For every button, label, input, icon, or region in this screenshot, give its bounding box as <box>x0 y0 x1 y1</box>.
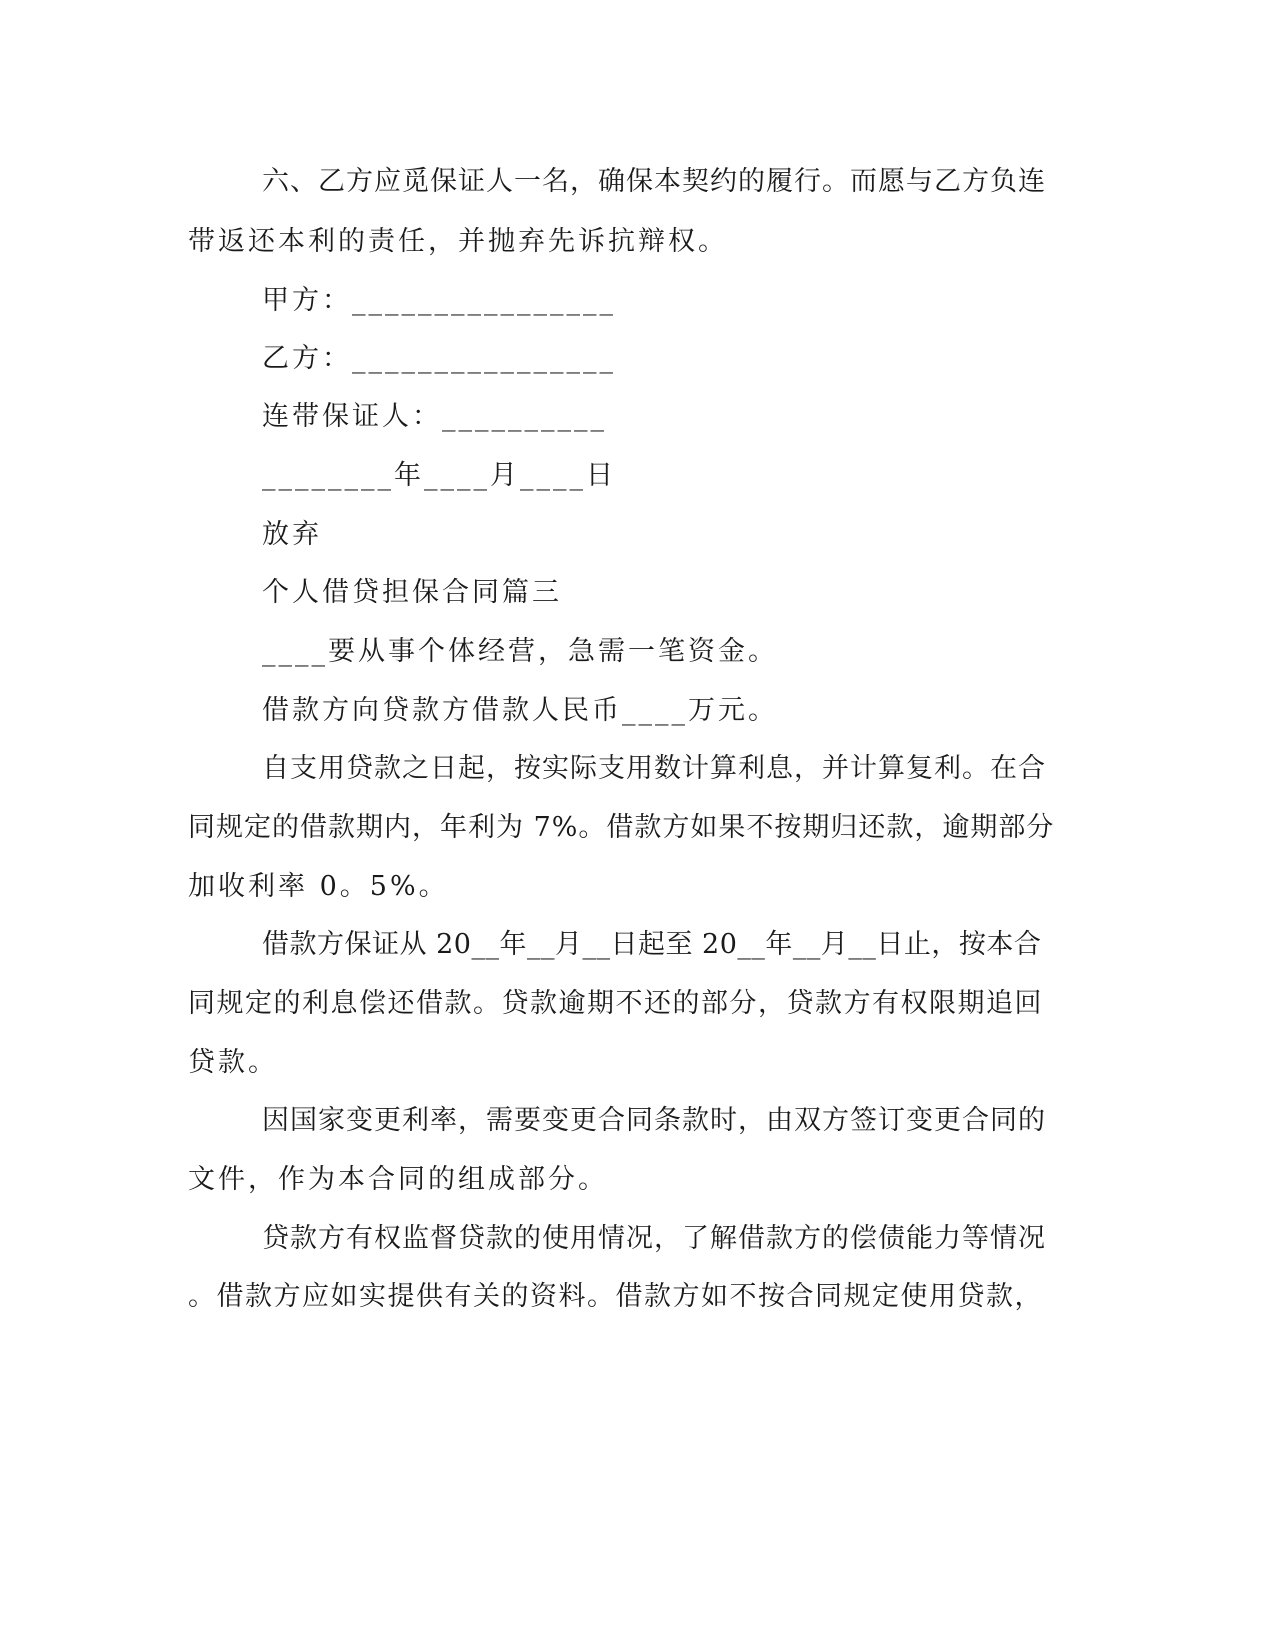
date-line: ________年____月____日 <box>262 460 616 491</box>
paragraph-line: 同规定的借款期内，年利为 7%。借款方如果不按期归还款，逾期部分 <box>188 812 1055 843</box>
paragraph-line: 文件，作为本合同的组成部分。 <box>188 1164 608 1195</box>
section-heading: 个人借贷担保合同篇三 <box>262 577 562 608</box>
guarantor-signature-line: 连带保证人：__________ <box>262 401 607 432</box>
party-a-signature-line: 甲方：________________ <box>262 285 616 316</box>
paragraph-line: 加收利率 0。5%。 <box>188 871 449 902</box>
paragraph-line: 同规定的利息偿还借款。贷款逾期不还的部分，贷款方有权限期追回 <box>188 988 1043 1019</box>
paragraph-line: 放弃 <box>262 519 322 550</box>
paragraph-line: 六、乙方应觅保证人一名，确保本契约的履行。而愿与乙方负连 <box>262 166 1046 197</box>
paragraph-line: 自支用贷款之日起，按实际支用数计算利息，并计算复利。在合 <box>262 753 1046 784</box>
paragraph-line: 。借款方应如实提供有关的资料。借款方如不按合同规定使用贷款， <box>188 1281 1043 1312</box>
paragraph-line: 带返还本利的责任，并抛弃先诉抗辩权。 <box>188 226 728 257</box>
paragraph-line: ____要从事个体经营，急需一笔资金。 <box>262 636 778 667</box>
paragraph-line: 贷款。 <box>188 1047 278 1078</box>
paragraph-line: 借款方向贷款方借款人民币____万元。 <box>262 695 778 726</box>
paragraph-line: 贷款方有权监督贷款的使用情况，了解借款方的偿债能力等情况 <box>262 1223 1046 1254</box>
paragraph-line: 借款方保证从 20__年__月__日起至 20__年__月__日止，按本合 <box>262 929 1042 960</box>
paragraph-line: 因国家变更利率，需要变更合同条款时，由双方签订变更合同的 <box>262 1105 1046 1136</box>
party-b-signature-line: 乙方：________________ <box>262 343 616 374</box>
